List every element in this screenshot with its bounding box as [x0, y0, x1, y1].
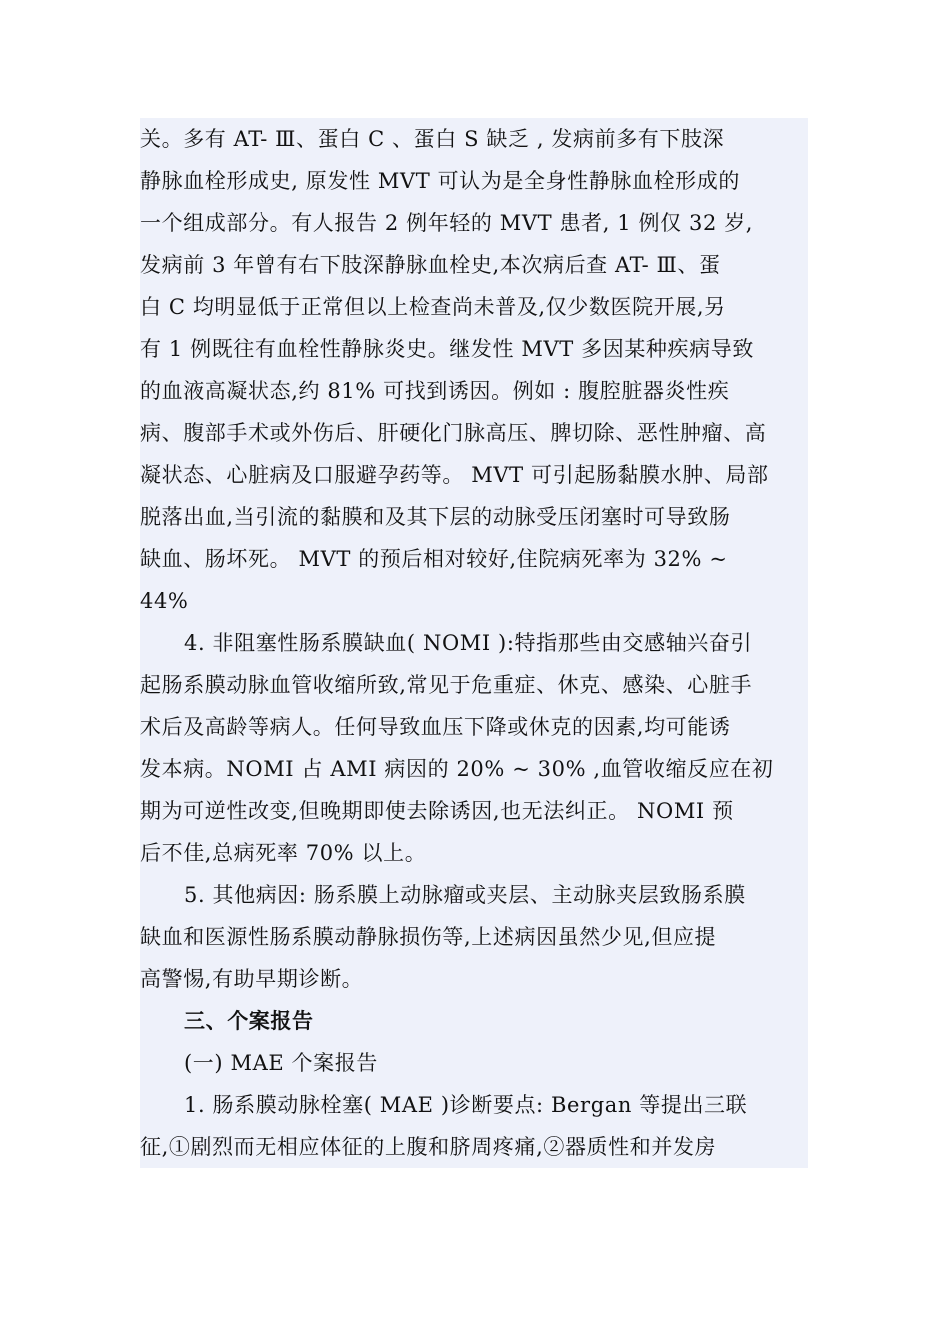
text-line: 有 1 例既往有血栓性静脉炎史。继发性 MVT 多因某种疾病导致: [140, 337, 754, 361]
text-line: 缺血和医源性肠系膜动静脉损伤等,上述病因虽然少见,但应提: [140, 925, 717, 949]
section-heading: 三、个案报告: [184, 1008, 314, 1033]
text-line: 44%: [140, 589, 189, 613]
text-line: 缺血、肠坏死。 MVT 的预后相对较好,住院病死率为 32% ~: [140, 547, 728, 571]
text-line: 凝状态、心脏病及口服避孕药等。 MVT 可引起肠黏膜水肿、局部: [140, 463, 769, 487]
text-line: 发病前 3 年曾有右下肢深静脉血栓史,本次病后查 AT- Ⅲ、蛋: [140, 253, 721, 277]
text-line: 发本病。NOMI 占 AMI 病因的 20% ~ 30% ,血管收缩反应在初: [140, 757, 774, 781]
text-line: 白 C 均明显低于正常但以上检查尚未普及,仅少数医院开展,另: [140, 295, 726, 319]
text-line: 病、腹部手术或外伤后、肝硬化门脉高压、脾切除、恶性肿瘤、高: [140, 421, 767, 445]
text-line: 4. 非阻塞性肠系膜缺血( NOMI ):特指那些由交感轴兴奋引: [184, 631, 753, 655]
text-line: (一) MAE 个案报告: [184, 1051, 378, 1075]
text-line: 起肠系膜动脉血管收缩所致,常见于危重症、休克、感染、心脏手: [140, 673, 753, 697]
text-line: 1. 肠系膜动脉栓塞( MAE )诊断要点: Bergan 等提出三联: [184, 1093, 748, 1117]
text-line: 的血液高凝状态,约 81% 可找到诱因。例如 : 腹腔脏器炎性疾: [140, 379, 730, 403]
text-line: 关。多有 AT- Ⅲ、蛋白 C 、蛋白 S 缺乏 , 发病前多有下肢深: [140, 127, 725, 151]
body-text: [140, 118, 808, 1168]
text-line: 期为可逆性改变,但晚期即使去除诱因,也无法纠正。 NOMI 预: [140, 799, 734, 823]
text-line: 高警惕,有助早期诊断。: [140, 967, 364, 991]
text-line: 脱落出血,当引流的黏膜和及其下层的动脉受压闭塞时可导致肠: [140, 505, 731, 529]
text-line: 术后及高龄等病人。任何导致血压下降或休克的因素,均可能诱: [140, 715, 731, 739]
text-line: 5. 其他病因: 肠系膜上动脉瘤或夹层、主动脉夹层致肠系膜: [184, 883, 746, 907]
text-line: 静脉血栓形成史, 原发性 MVT 可认为是全身性静脉血栓形成的: [140, 169, 740, 193]
text-line: 征,①剧烈而无相应体征的上腹和脐周疼痛,②器质性和并发房: [140, 1135, 717, 1159]
text-line: 一个组成部分。有人报告 2 例年轻的 MVT 患者, 1 例仅 32 岁,: [140, 211, 754, 235]
text-line: 后不佳,总病死率 70% 以上。: [140, 841, 427, 865]
